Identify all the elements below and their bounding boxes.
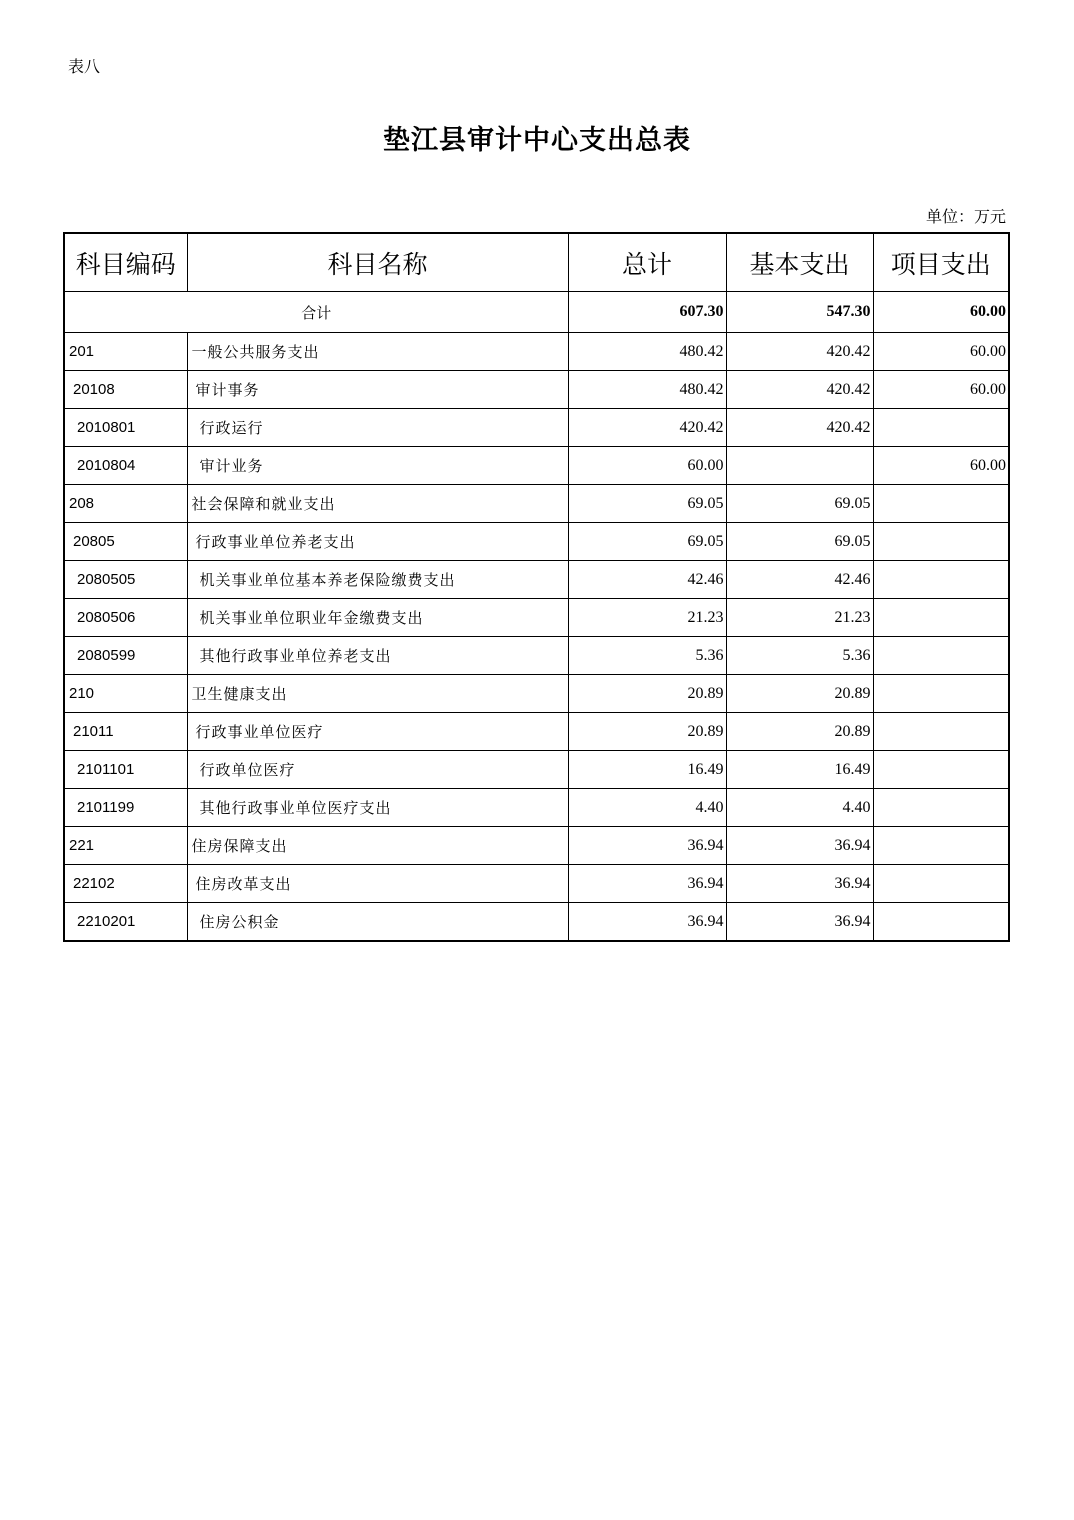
row-total: 480.42 <box>568 371 726 409</box>
table-row <box>64 485 1009 523</box>
table-row <box>64 751 1009 789</box>
row-code: 22102 <box>64 865 187 903</box>
row-total: 20.89 <box>568 713 726 751</box>
row-name: 住房保障支出 <box>187 827 568 865</box>
table-row <box>64 789 1009 827</box>
row-project <box>873 637 1009 675</box>
row-name: 行政事业单位医疗 <box>187 713 568 751</box>
row-project: 60.00 <box>873 447 1009 485</box>
total-project: 60.00 <box>873 292 1009 333</box>
row-code: 21011 <box>64 713 187 751</box>
header-basic: 基本支出 <box>726 233 873 292</box>
row-project <box>873 865 1009 903</box>
row-name: 行政单位医疗 <box>187 751 568 789</box>
row-project <box>873 675 1009 713</box>
table-row <box>64 599 1009 637</box>
row-name: 审计事务 <box>187 371 568 409</box>
row-code: 2010804 <box>64 447 187 485</box>
row-project <box>873 561 1009 599</box>
row-name: 卫生健康支出 <box>187 675 568 713</box>
row-project <box>873 523 1009 561</box>
row-total: 5.36 <box>568 637 726 675</box>
row-total: 21.23 <box>568 599 726 637</box>
row-total: 60.00 <box>568 447 726 485</box>
row-code: 2101101 <box>64 751 187 789</box>
row-name: 机关事业单位基本养老保险缴费支出 <box>187 561 568 599</box>
row-project <box>873 827 1009 865</box>
row-basic: 420.42 <box>726 371 873 409</box>
unit-label: 单位：万元 <box>925 207 1006 226</box>
row-project <box>873 789 1009 827</box>
total-row <box>64 292 1009 333</box>
total-label: 合计 <box>64 292 568 333</box>
row-name: 行政事业单位养老支出 <box>187 523 568 561</box>
row-basic: 420.42 <box>726 333 873 371</box>
row-name: 行政运行 <box>187 409 568 447</box>
row-basic: 20.89 <box>726 713 873 751</box>
row-basic: 69.05 <box>726 485 873 523</box>
row-basic <box>726 447 873 485</box>
row-project <box>873 485 1009 523</box>
row-project <box>873 751 1009 789</box>
row-total: 20.89 <box>568 675 726 713</box>
row-total: 36.94 <box>568 903 726 942</box>
page-title: 垫江县审计中心支出总表 <box>383 125 691 156</box>
table-row <box>64 637 1009 675</box>
header-name: 科目名称 <box>187 233 568 292</box>
table-row <box>64 409 1009 447</box>
header-total: 总计 <box>568 233 726 292</box>
row-total: 480.42 <box>568 333 726 371</box>
row-basic: 4.40 <box>726 789 873 827</box>
row-name: 审计业务 <box>187 447 568 485</box>
table-row <box>64 827 1009 865</box>
row-name: 住房改革支出 <box>187 865 568 903</box>
page-label: 表八 <box>68 57 101 76</box>
row-code: 2101199 <box>64 789 187 827</box>
row-project <box>873 599 1009 637</box>
row-code: 210 <box>64 675 187 713</box>
row-code: 2010801 <box>64 409 187 447</box>
row-total: 16.49 <box>568 751 726 789</box>
row-basic: 36.94 <box>726 827 873 865</box>
row-project <box>873 903 1009 942</box>
header-project: 项目支出 <box>873 233 1009 292</box>
row-total: 36.94 <box>568 827 726 865</box>
row-basic: 20.89 <box>726 675 873 713</box>
row-basic: 69.05 <box>726 523 873 561</box>
row-code: 2210201 <box>64 903 187 942</box>
row-total: 69.05 <box>568 485 726 523</box>
row-code: 2080506 <box>64 599 187 637</box>
total-basic: 547.30 <box>726 292 873 333</box>
table-row <box>64 865 1009 903</box>
row-code: 2080599 <box>64 637 187 675</box>
row-project: 60.00 <box>873 333 1009 371</box>
table-row <box>64 903 1009 942</box>
row-name: 一般公共服务支出 <box>187 333 568 371</box>
table-row <box>64 675 1009 713</box>
row-basic: 420.42 <box>726 409 873 447</box>
row-name: 社会保障和就业支出 <box>187 485 568 523</box>
expenditure-table <box>63 232 1010 942</box>
table-row <box>64 713 1009 751</box>
header-code: 科目编码 <box>64 233 187 292</box>
row-basic: 36.94 <box>726 865 873 903</box>
row-code: 20805 <box>64 523 187 561</box>
row-project <box>873 713 1009 751</box>
row-total: 4.40 <box>568 789 726 827</box>
row-name: 其他行政事业单位医疗支出 <box>187 789 568 827</box>
row-project: 60.00 <box>873 371 1009 409</box>
row-total: 42.46 <box>568 561 726 599</box>
row-basic: 42.46 <box>726 561 873 599</box>
row-basic: 36.94 <box>726 903 873 942</box>
row-name: 其他行政事业单位养老支出 <box>187 637 568 675</box>
row-code: 20108 <box>64 371 187 409</box>
row-code: 208 <box>64 485 187 523</box>
table-row <box>64 561 1009 599</box>
table-row <box>64 447 1009 485</box>
row-code: 201 <box>64 333 187 371</box>
row-code: 2080505 <box>64 561 187 599</box>
row-name: 机关事业单位职业年金缴费支出 <box>187 599 568 637</box>
row-total: 69.05 <box>568 523 726 561</box>
row-basic: 16.49 <box>726 751 873 789</box>
row-basic: 21.23 <box>726 599 873 637</box>
row-total: 420.42 <box>568 409 726 447</box>
row-name: 住房公积金 <box>187 903 568 942</box>
table-row <box>64 371 1009 409</box>
table-row <box>64 523 1009 561</box>
row-basic: 5.36 <box>726 637 873 675</box>
table-header-row <box>64 233 1009 292</box>
row-code: 221 <box>64 827 187 865</box>
row-project <box>873 409 1009 447</box>
total-total: 607.30 <box>568 292 726 333</box>
table-row <box>64 333 1009 371</box>
row-total: 36.94 <box>568 865 726 903</box>
